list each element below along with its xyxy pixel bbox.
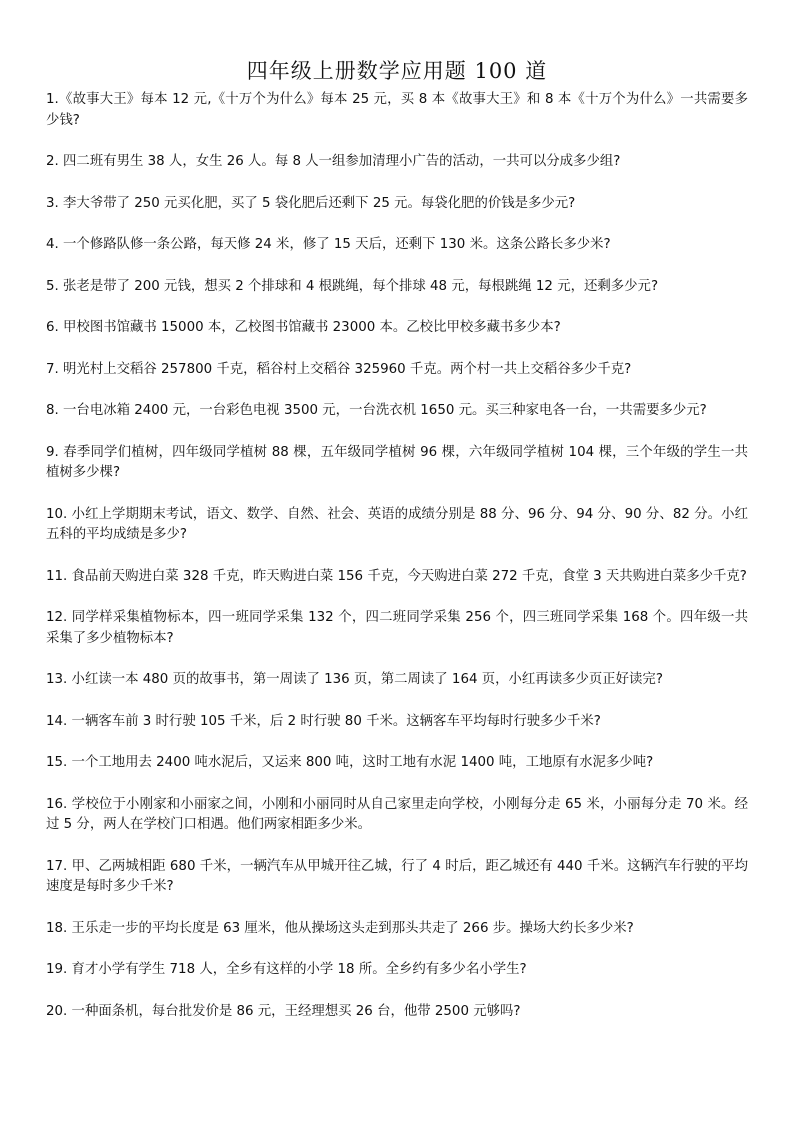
question-18: 18. 王乐走一步的平均长度是 63 厘米，他从操场这头走到那头共走了 266 步。操场大约长多少米? — [46, 920, 634, 936]
question-5: 5. 张老是带了 200 元钱，想买 2 个排球和 4 根跳绳，每个排球 48 元，每根跳绳 12 元，还剩多少元? — [46, 278, 659, 294]
question-4: 4. 一个修路队修一条公路，每天修 24 米，修了 15 天后，还剩下 130 米。这条公路长多少米? — [46, 237, 611, 252]
question-8: 8. 一台电冰箱 2400 元，一台彩色电视 3500 元，一台洗衣机 1650 元。买三种家电各一台，一共需要多少元? — [46, 403, 707, 418]
question-19: 19. 育才小学有学生 718 人，全乡有这样的小学 18 所。全乡约有多少名小学生? — [46, 962, 527, 977]
question-12: 12. 同学样采集植物标本，四一班同学采集 132 个，四二班同学采集 256 个，四三班同学采集 168 个。四年级一共采集了多少植物标本? — [46, 610, 748, 646]
question-20: 20. 一种面条机，每台批发价是 86 元，王经理想买 26 台，他带 2500 元够吗? — [46, 1003, 521, 1019]
question-15: 15. 一个工地用去 2400 吨水泥后，又运来 800 吨，这时工地有水泥 1400 吨，工地原有水泥多少吨? — [46, 755, 654, 770]
question-1: 1.《故事大王》每本 12 元,《十万个为什么》每本 25 元，买 8 本《故事大王》和 8 本《十万个为什么》一共需要多少钱? — [46, 92, 748, 128]
question-list — [46, 90, 748, 1022]
question-9: 9. 春季同学们植树，四年级同学植树 88 棵，五年级同学植树 96 棵，六年级同学植树 104 棵，三个年级的学生一共植树多少棵? — [46, 444, 748, 480]
question-17: 17. 甲、乙两城相距 680 千米，一辆汽车从甲城开往乙城，行了 4 时后，距乙城还有 440 千米。这辆汽车行驶的平均速度是每时多少千米? — [46, 858, 748, 894]
question-11: 11. 食品前天购进白菜 328 千克，昨天购进白菜 156 千克，今天购进白菜 272 千克，食堂 3 天共购进白菜多少千克? — [46, 568, 747, 584]
question-10: 10. 小红上学期期末考试，语文、数学、自然、社会、英语的成绩分别是 88 分、96 分、94 分、90 分、82 分。小红五科的平均成绩是多少? — [46, 506, 748, 542]
question-14: 14. 一辆客车前 3 时行驶 105 千米，后 2 时行驶 80 千米。这辆客车平均每时行驶多少千米? — [46, 713, 601, 729]
question-13: 13. 小红读一本 480 页的故事书，第一周读了 136 页，第二周读了 164 页，小红再读多少页正好读完? — [46, 672, 663, 687]
question-3: 3. 李大爷带了 250 元买化肥，买了 5 袋化肥后还剩下 25 元。每袋化肥的价钱是多少元? — [46, 195, 576, 211]
question-16: 16. 学校位于小刚家和小丽家之间，小刚和小丽同时从自己家里走向学校，小刚每分走 65 米，小丽每分走 70 米。经过 5 分，两人在学校门口相遇。他们两家相距多少米。 — [46, 796, 748, 832]
question-2: 2. 四二班有男生 38 人，女生 26 人。每 8 人一组参加清理小广告的活动，一共可以分成多少组? — [46, 154, 621, 169]
question-7: 7. 明光村上交稻谷 257800 千克，稻谷村上交稻谷 325960 千克。两个村一共上交稻谷多少千克? — [46, 361, 632, 377]
page-title: 四年级上册数学应用题 100 道 — [246, 59, 548, 83]
question-6: 6. 甲校图书馆藏书 15000 本，乙校图书馆藏书 23000 本。乙校比甲校多藏书多少本? — [46, 320, 561, 335]
